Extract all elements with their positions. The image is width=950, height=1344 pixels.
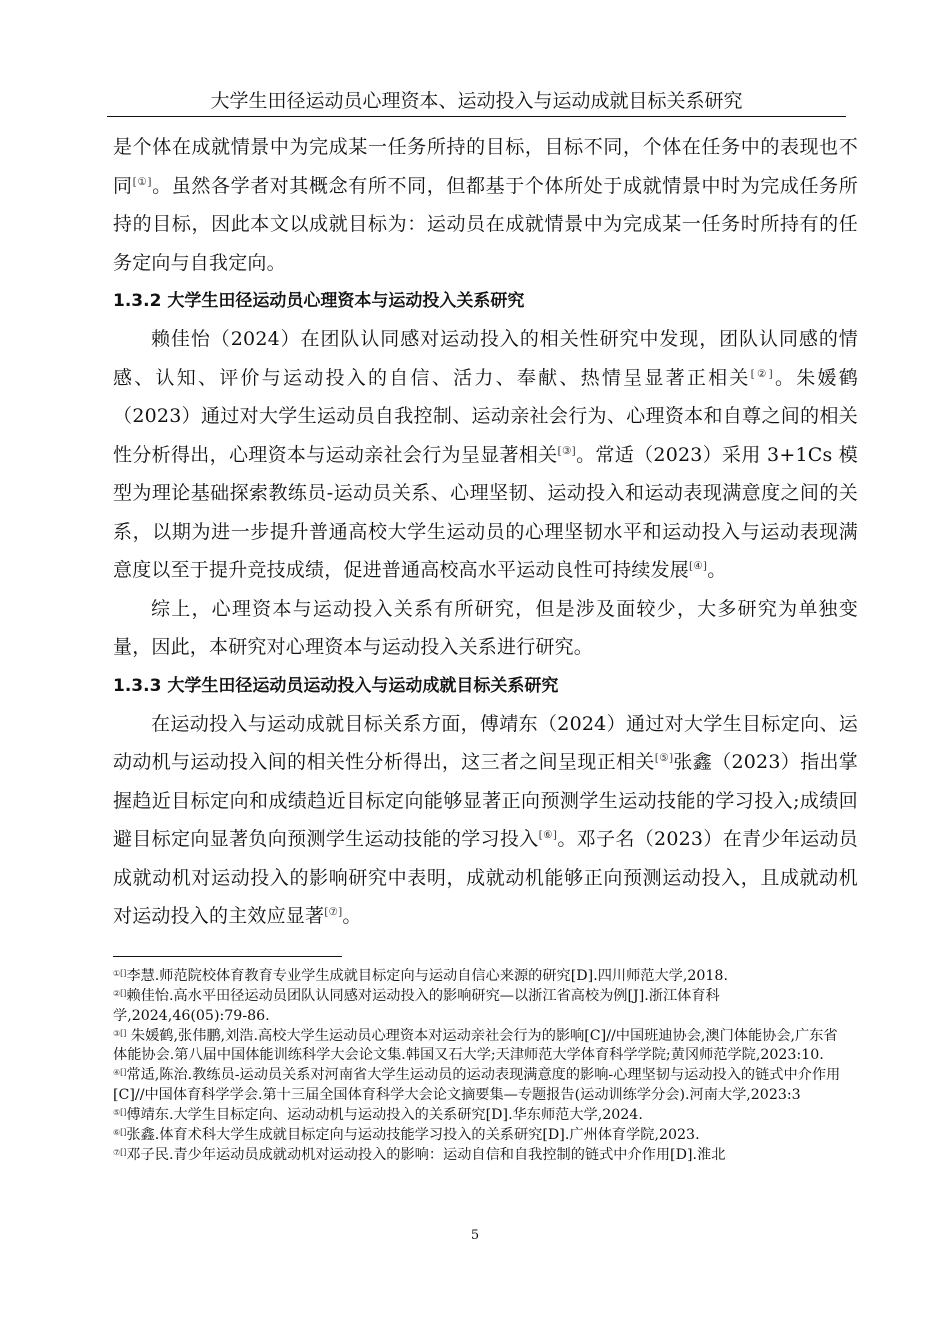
section-heading-1-3-3: 1.3.3 大学生田径运动员运动投入与运动成就目标关系研究 xyxy=(113,675,559,696)
footnote-mark: ③[] xyxy=(113,1028,127,1038)
footnote-2 xyxy=(113,987,850,1026)
footnote-mark: ⑤[] xyxy=(113,1108,127,1118)
footnote-mark: ①[] xyxy=(113,969,127,978)
footnote-text: 常适,陈治.教练员-运动员关系对河南省大学生运动员的运动表现满意度的影响-心理坚韧与运动投入的链式中介作用[C]//中国体育科学学会.第十三届全国体育科学大会论文摘要集—专题报告(运动训练学分会).河南大学,2023:3 xyxy=(113,1067,841,1104)
footnote-text: 傅靖东.大学生目标定向、运动动机与运动投入的关系研究[D].华东师范大学,2024. xyxy=(126,1107,643,1124)
footnote-7 xyxy=(113,1146,850,1166)
paragraph-text: 是个体在成就情景中为完成某一任务所持的目标，目标不同，个体在任务中的表现也不同 xyxy=(113,136,858,197)
footnotes xyxy=(113,967,850,1166)
paragraph-text: 。虽然各学者对其概念有所不同，但都基于个体所处于成就情景中时为完成任务所持的目标，因此本文以成就目标为：运动员在成就情景中为完成某一任务时所持有的任务定向与自我定向。 xyxy=(113,174,858,274)
section-1-3-3-paragraph-1 xyxy=(113,705,858,936)
footnote-1 xyxy=(113,967,850,987)
footnote-4 xyxy=(113,1066,850,1105)
paragraph-text: 赖佳怡（2024）在团队认同感对运动投入的相关性研究中发现，团队认同感的情感、认知、评价与运动投入的自信、活力、奉献、热情呈显著正相关 xyxy=(113,328,858,389)
section-1-3-2-paragraph-1 xyxy=(113,320,858,590)
citation-ref[interactable]: [②] xyxy=(750,367,773,380)
page-number: 5 xyxy=(470,1228,480,1243)
footnote-text: 朱媛鹤,张伟鹏,刘浩.高校大学生运动员心理资本对运动亲社会行为的影响[C]//中国班迪协会,澳门体能协会,广东省体能协会.第八届中国体能训练科学大会论文集.韩国又石大学;天津师范大学体育科学学院;黄冈师范学院,2023:10. xyxy=(113,1027,838,1064)
section-1-3-2-paragraph-2: 综上，心理资本与运动投入关系有所研究，但是涉及面较少，大多研究为单独变量，因此，本研究对心理资本与运动投入关系进行研究。 xyxy=(113,597,858,658)
paragraph-text: 张鑫（2023）指出掌握趋近目标定向和成绩趋近目标定向能够显著正向预测学生运动技能的学习投入;成绩回避目标定向显著负向预测学生运动技能的学习投入 xyxy=(113,751,859,850)
paragraph-text: 。朱媛鹤（2023）通过对大学生运动员自我控制、运动亲社会行为、心理资本和自尊之间的相关性分析得出，心理资本与运动亲社会行为呈显著相关 xyxy=(113,366,858,466)
footnote-3 xyxy=(113,1027,850,1066)
footnote-text: 李慧.师范院校体育教育专业学生成就目标定向与运动自信心来源的研究[D].四川师范大学,2018. xyxy=(126,968,728,984)
citation-ref[interactable]: [①] xyxy=(132,175,152,188)
header-rule xyxy=(107,116,846,117)
paragraph-text: 在运动投入与运动成就目标关系方面，傅靖东（2024）通过对大学生目标定向、运动动机与运动投入间的相关性分析得出，这三者之间呈现正相关 xyxy=(113,712,858,773)
paragraph-text: 。 xyxy=(707,559,727,581)
footnote-text: 张鑫.体育术科大学生成就目标定向与运动技能学习投入的关系研究[D].广州体育学院,2023. xyxy=(126,1127,700,1144)
paragraph-text: 。 xyxy=(342,905,362,927)
section-heading-1-3-2: 1.3.2 大学生田径运动员心理资本与运动投入关系研究 xyxy=(113,291,525,311)
paragraph-text: 。常适（2023）采用 3+1Cs 模型为理论基础探索教练员-运动员关系、心理坚韧、运动投入和运动表现满意度之间的关系，以期为进一步提升普通高校大学生运动员的心理坚韧水平和运动投入与运动表现满意度以至于提升竞技成绩，促进普通高校高水平运动良性可持续发展 xyxy=(113,443,858,581)
footnote-5 xyxy=(113,1106,850,1126)
footnote-mark: ④[] xyxy=(113,1068,127,1078)
footnote-mark: ⑦[] xyxy=(113,1148,127,1158)
running-header: 大学生田径运动员心理资本、运动投入与运动成就目标关系研究 xyxy=(210,90,743,112)
citation-ref[interactable]: [④] xyxy=(689,560,708,572)
footnote-text: 邓子民.青少年运动员成就动机对运动投入的影响：运动自信和自我控制的链式中介作用[D].淮北 xyxy=(126,1147,726,1164)
footnote-mark: ②[] xyxy=(113,989,127,999)
citation-ref[interactable]: [⑤] xyxy=(654,752,674,764)
footnote-6 xyxy=(113,1126,850,1146)
citation-ref[interactable]: [⑦] xyxy=(324,906,343,918)
footnote-text: 赖佳怡.高水平田径运动员团队认同感对运动投入的影响研究—以浙江省高校为例[J].浙江体育科学,2024,46(05):79-86. xyxy=(113,988,720,1024)
citation-ref[interactable]: [③] xyxy=(557,444,576,457)
body-text xyxy=(113,128,858,936)
footnote-mark: ⑥[] xyxy=(113,1128,127,1138)
paragraph-text: 。邓子名（2023）在青少年运动员成就动机对运动投入的影响研究中表明，成就动机能够正向预测运动投入，且成就动机对运动投入的主效应显著 xyxy=(113,828,858,927)
intro-paragraph xyxy=(113,128,858,282)
citation-ref[interactable]: [⑥] xyxy=(538,829,558,841)
footnote-separator xyxy=(113,956,342,957)
